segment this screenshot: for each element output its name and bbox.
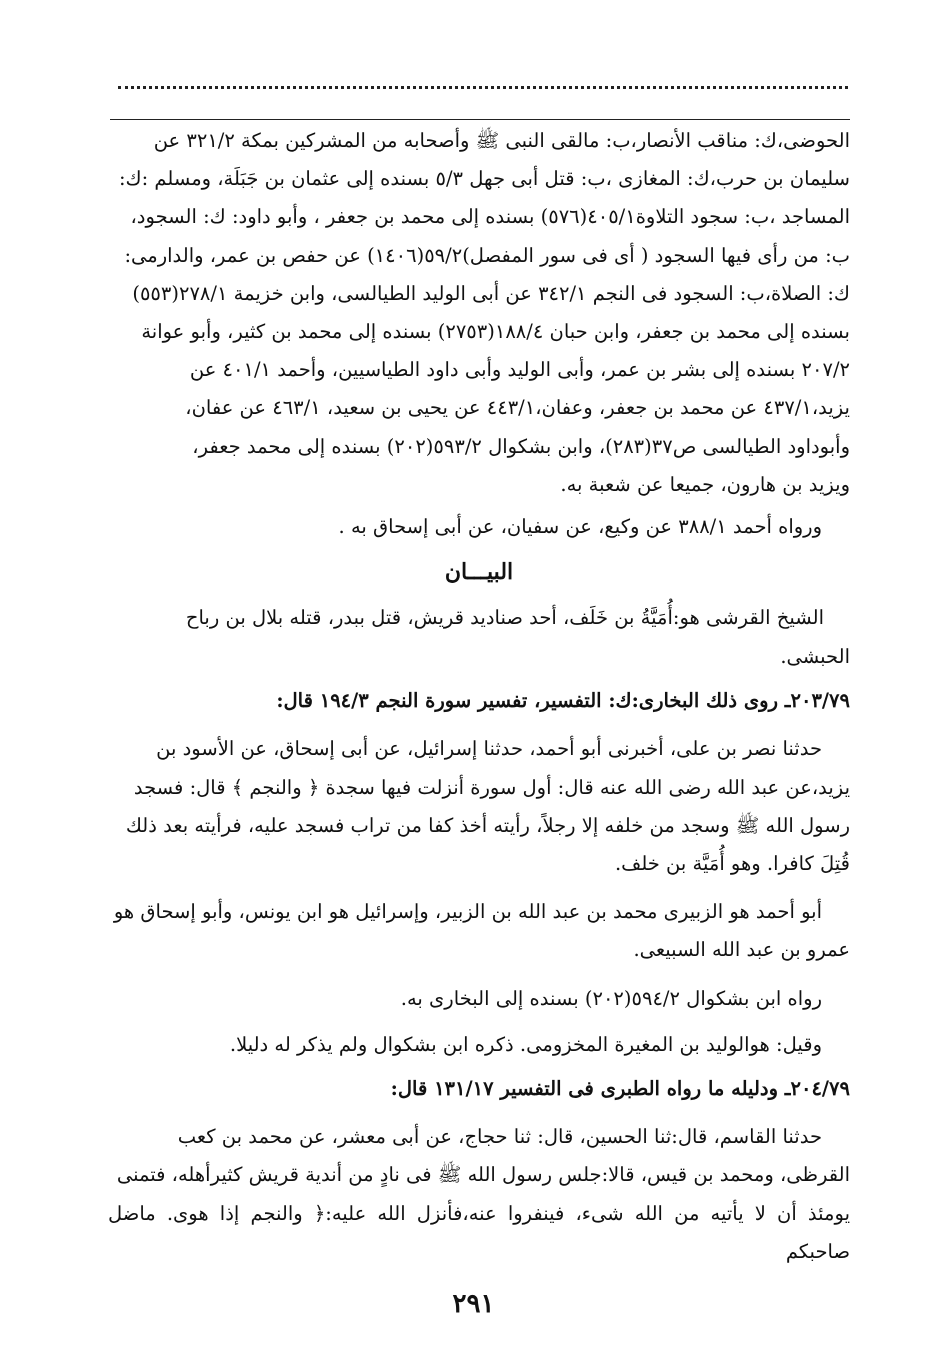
text-line: يزيد،عن عبد الله رضى الله عنه قال: أول سورة أنزلت فيها سجدة ﴿ والنجم ﴾ قال: فسجد xyxy=(133,775,850,799)
text-line: بسنده إلى محمد بن جعفر، وابن حبان ١٨٨/٤(٢٧٥٣) بسنده إلى محمد بن كثير، وأبو عوانة xyxy=(141,320,850,344)
top-dotted-border xyxy=(118,86,848,98)
text-line: يومئذ أن لا يأتيه من الله شىء، فينفروا عنه،فأنزل الله عليه:﴿ والنجم إذا هوى. ماضل صاحبكم xyxy=(108,1201,850,1263)
bayan-block xyxy=(108,598,850,676)
page-body xyxy=(108,122,850,1271)
text-line: الشيخ القرشى هو:أُمَيَّةُ بن خَلَف، أحد صناديد قريش، قتل ببدر، قتله بلال بن رباح xyxy=(185,606,824,630)
hadith-header: ٢٠٣/٧٩ـ روى ذلك البخارى:ك: التفسير، تفسير سورة النجم ١٩٤/٣ قال: xyxy=(276,689,850,713)
text-line: يزيد،٤٣٧/١ عن محمد بن جعفر، وعفان،٤٤٣/١ عن يحيى بن سعيد، ٤٦٣/١ عن عفان، xyxy=(185,396,850,420)
text-line: القرظى، ومحمد بن قيس، قالا:جلس رسول الله ﷺ فى نادٍ من أندية قريش كثيرأهله، فتمنى xyxy=(116,1163,850,1187)
hadith-text xyxy=(108,1118,850,1271)
hadith-text xyxy=(108,730,850,883)
text-line: حدثنا نصر بن على، أخبرنى أبو أحمد، حدثنا إسرائيل، عن أبى إسحاق، عن الأسود بن xyxy=(156,737,822,761)
text-line: الحبشى. xyxy=(780,645,850,669)
text-line: سليمان بن حرب،ك: المغازى ،ب: قتل أبى جهل ٥/٣ بسنده إلى عثمان بن جَبَلَة، ومسلم :ك: xyxy=(118,167,850,191)
text-line: أبو أحمد هو الزبيرى محمد بن عبد الله بن الزبير، وإسرائيل هو ابن يونس، وأبو إسحاق هو xyxy=(113,900,822,924)
takhrij-block xyxy=(108,122,850,504)
text-line: ب: من رأى فيها السجود ( أى فى سور المفصل)٥٩/٢(١٤٠٦) عن حفص بن عمر، والدارمى: xyxy=(124,243,850,267)
text-line: رسول الله ﷺ وسجد من خلفه إلا رجلاً، رأيته أخذ كفا من تراب فسجد عليه، فرأيته بعد ذلك xyxy=(125,813,850,837)
hadith-header: ٢٠٤/٧٩ـ ودليله ما رواه الطبرى فى التفسير ١٣١/١٧ قال: xyxy=(390,1077,850,1101)
text-line: ك: الصلاة،ب: السجود فى النجم ٣٤٢/١ عن أبى الوليد الطيالسى، وابن خزيمة ٢٧٨/١(٥٥٣) xyxy=(132,281,850,305)
text-line: المساجد ،ب: سجود التلاوة٤٠٥/١(٥٧٦) بسنده إلى محمد بن جعفر ، وأبو داود: ك: السجود، xyxy=(130,205,850,229)
text-line: ويزيد بن هارون، جميعا عن شعبة به. xyxy=(560,472,850,496)
text-line: ٢٠٧/٢ بسنده إلى بشر بن عمر، وأبى الوليد وأبى داود الطياسيين، وأحمد ٤٠١/١ عن xyxy=(189,358,850,382)
narrator-note xyxy=(108,893,850,969)
bashkuwal-line: رواه ابن بشكوال ٥٩٤/٢(٢٠٢) بسنده إلى البخارى به. xyxy=(400,986,822,1010)
text-line: وأبوداود الطيالسى ص٣٧(٢٨٣)، وابن بشكوال ٥٩٣/٢(٢٠٢) بسنده إلى محمد جعفر، xyxy=(192,434,850,458)
page-number: ٢٩١ xyxy=(452,1289,495,1319)
ahmad-line: ورواه أحمد ٣٨٨/١ عن وكيع، عن سفيان، عن أبى إسحاق به . xyxy=(338,515,822,539)
text-line: عمرو بن عبد الله السبيعى. xyxy=(633,938,850,962)
section-heading: البيـــان xyxy=(444,559,514,586)
header-rule xyxy=(110,119,850,120)
text-line: الحوضى،ك: مناقب الأنصار،ب: مالقى النبى ﷺ وأصحابه من المشركين بمكة ٣٢١/٢ عن xyxy=(153,129,850,152)
qil-line: وقيل: هوالوليد بن المغيرة المخزومى. ذكره ابن بشكوال ولم يذكر له دليلا. xyxy=(229,1032,822,1056)
text-line: قُتِلَ كافرا. وهو أُمَيَّة بن خلف. xyxy=(614,852,850,876)
text-line: حدثنا القاسم، قال:ثنا الحسين، قال: ثنا حجاج، عن أبى معشر، عن محمد بن كعب xyxy=(177,1125,822,1149)
